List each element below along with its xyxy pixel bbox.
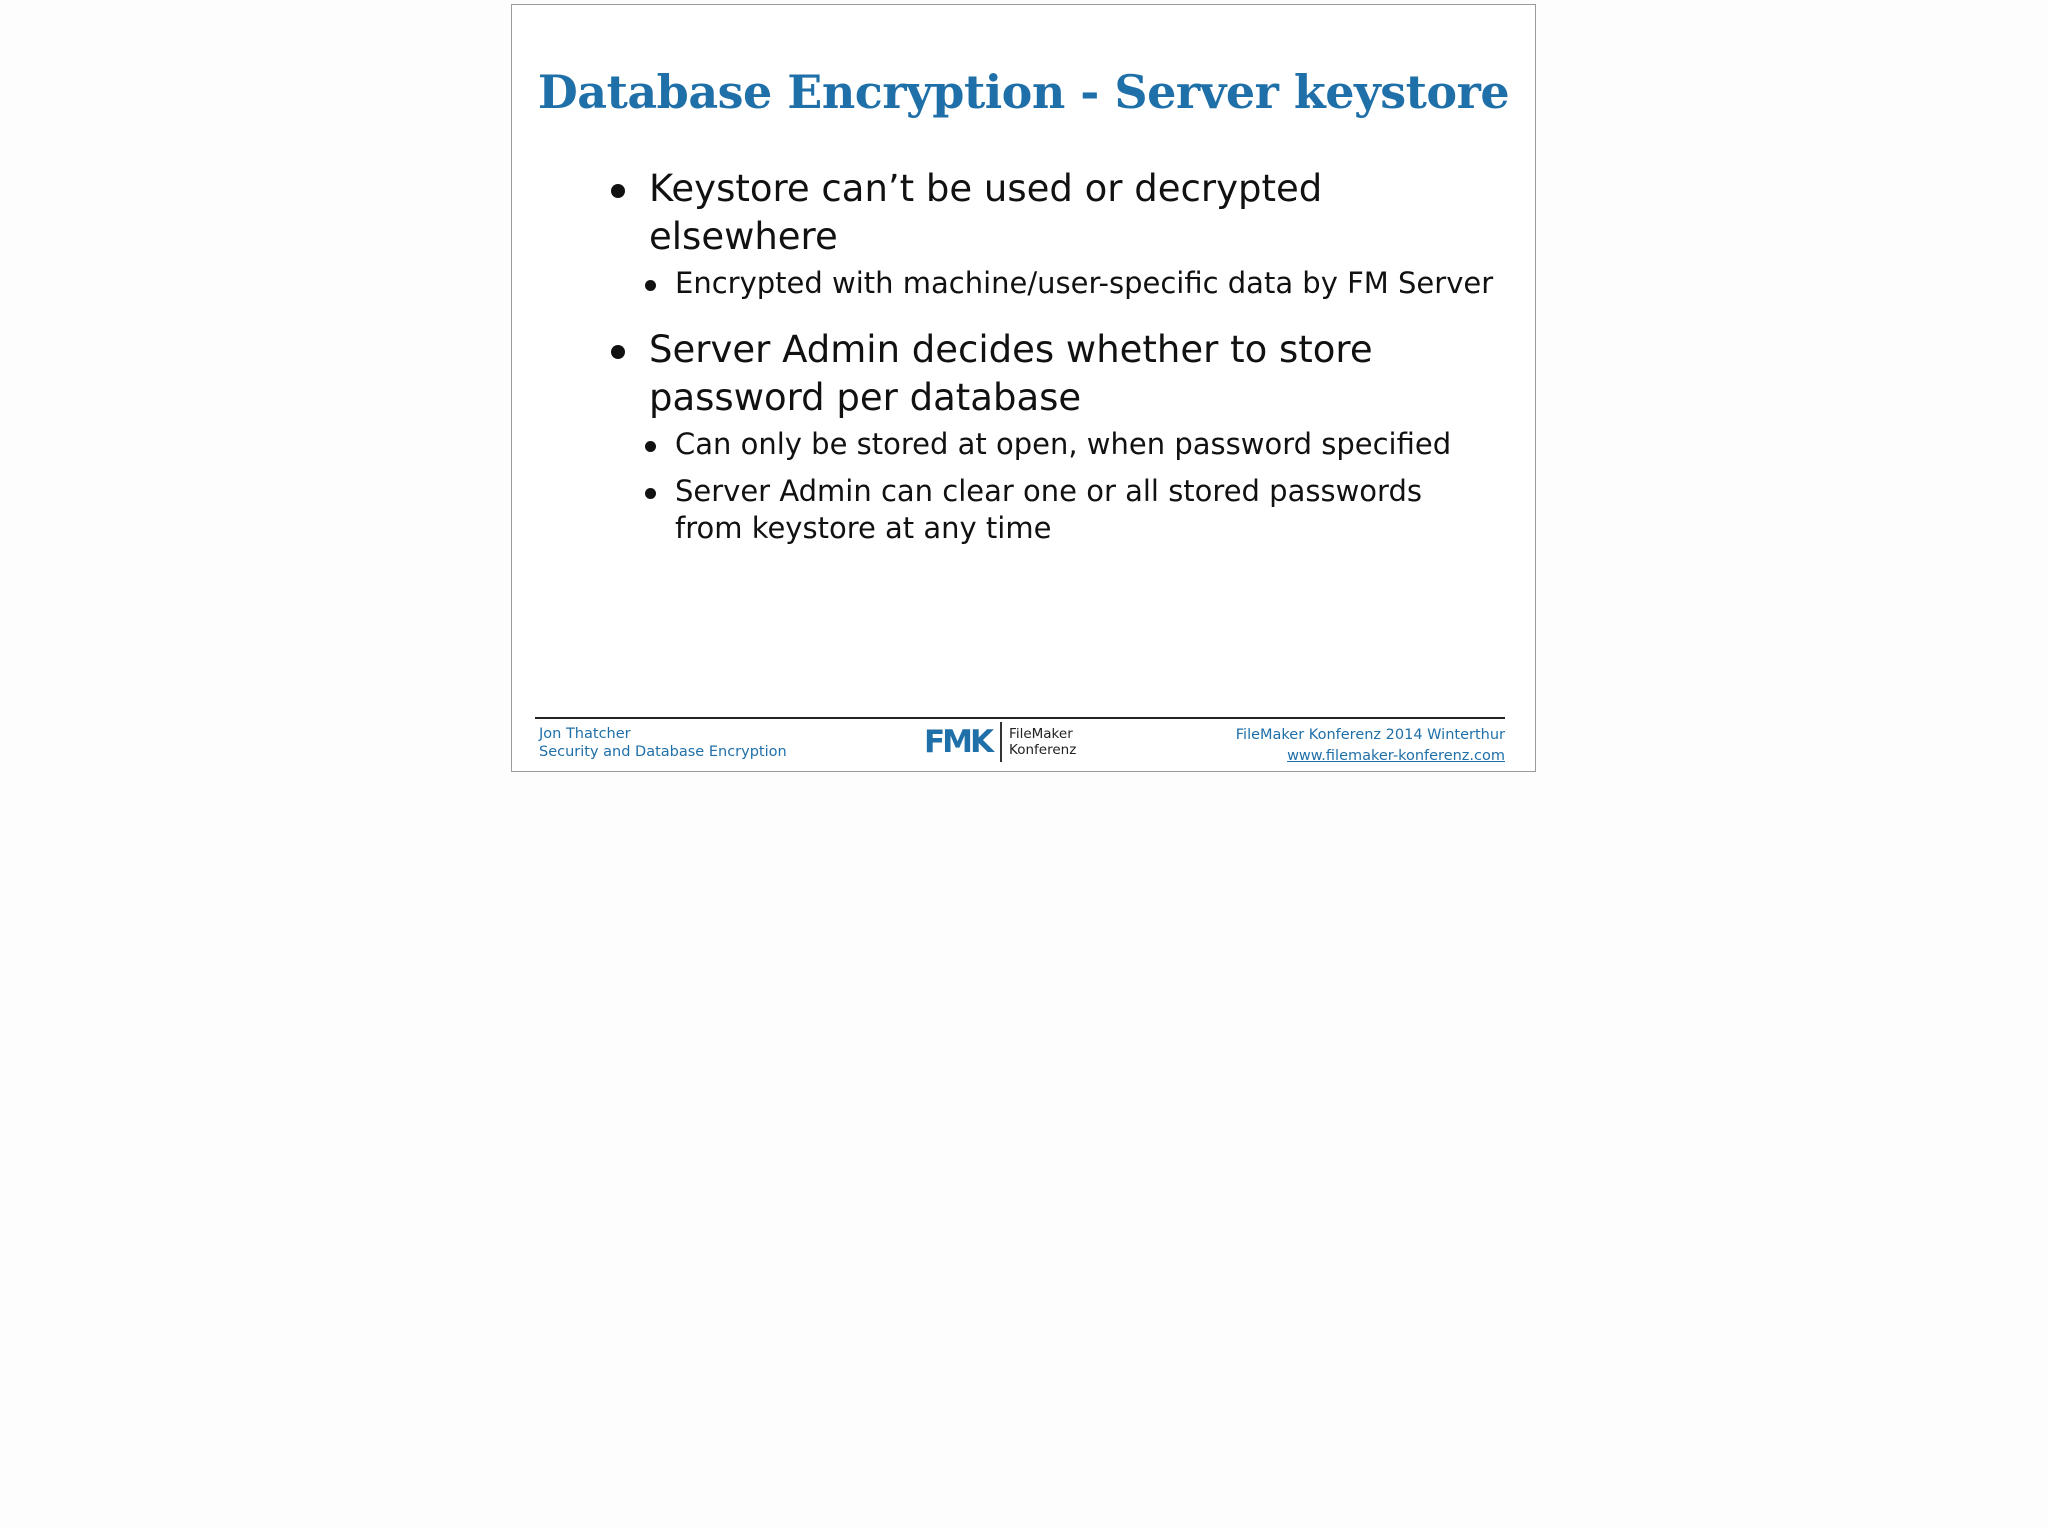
bullet-text: Server Admin decides whether to store password per database	[649, 328, 1373, 419]
bullet-dot-icon	[645, 441, 656, 452]
logo-text	[1009, 726, 1076, 758]
logo-mark: FMK	[924, 724, 992, 760]
bullet-dot-icon	[611, 345, 625, 359]
sub-bullet-text: Can only be stored at open, when password specified	[675, 427, 1452, 461]
footer-right	[1236, 725, 1505, 767]
logo-separator	[1000, 722, 1002, 762]
sub-bullet-item	[597, 473, 1497, 547]
sub-bullet-text: Server Admin can clear one or all stored passwords from keystore at any time	[675, 474, 1422, 545]
bullet-list	[597, 165, 1497, 557]
bullet-item	[597, 326, 1497, 422]
bullet-dot-icon	[611, 184, 625, 198]
slide-title: Database Encryption - Server keystore	[537, 65, 1510, 119]
sub-bullet-item	[597, 265, 1497, 302]
slide	[511, 4, 1536, 772]
footer-author: Jon Thatcher	[539, 726, 631, 742]
footer-event: FileMaker Konferenz 2014 Winterthur	[1235, 727, 1505, 743]
bullet-dot-icon	[645, 280, 656, 291]
bullet-dot-icon	[645, 488, 656, 499]
fmk-logo	[924, 721, 1076, 763]
footer-left	[539, 725, 787, 761]
sub-bullet-text: Encrypted with machine/user-specific data by FM Server	[675, 266, 1494, 300]
footer-divider	[535, 717, 1505, 719]
bullet-text: Keystore can’t be used or decrypted elsewhere	[649, 167, 1323, 258]
logo-line-2: Konferenz	[1009, 742, 1077, 758]
logo-line-1: FileMaker	[1009, 726, 1073, 742]
footer-talk-title: Security and Database Encryption	[539, 744, 787, 760]
footer-url-link[interactable]: www.filemaker-konferenz.com	[1287, 748, 1505, 764]
bullet-item	[597, 165, 1497, 261]
sub-bullet-item	[597, 426, 1497, 463]
